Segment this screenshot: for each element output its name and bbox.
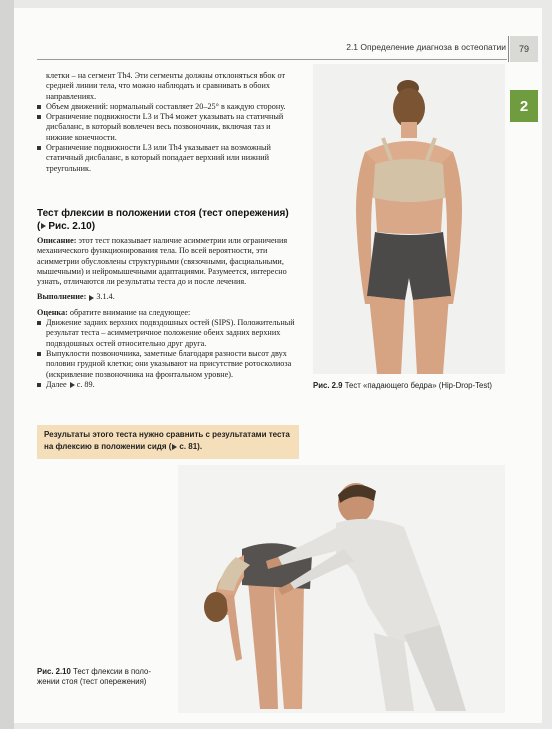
chapter-tab: 2 — [510, 90, 538, 122]
note-box: Результаты этого теста нужно сравнить с результатами теста на флексию в положении сидя ( с. 81). — [37, 425, 299, 459]
list-item: Движение задних верхних подвздошных остей (SIPS). Положительный результат теста – асимметричное положение обеих задних верхних подвздошных остей относительно друг друга. — [37, 318, 299, 349]
assessment-paragraph: Оценка: обратите внимание на следующее: — [37, 307, 191, 317]
list-item: Ограничение подвижности L3 или Th4 указывает на возможный статичный дисбаланс, в который попадает верхний или нижний треугольник. — [37, 143, 299, 174]
intro-continuation: клетки – на сегмент Th4. Эти сегменты должны отклоняться вбок от средней линии тела, что можно наблюдать и сравнивать в обоих направлениях. — [46, 71, 286, 101]
arrow-right-icon — [41, 223, 46, 229]
bullet-square-icon — [37, 105, 41, 109]
test-body — [37, 236, 299, 390]
list-item: Выпуклости позвоночника, заметные благодаря разности высот двух половин грудной клетки; они указывают на присутствие ротосколиоза (искривление позвоночника на фронтальном уровне). — [37, 349, 299, 380]
running-head: 2.1 Определение диагноза в остеопатии — [346, 42, 506, 52]
assessment-bullets — [37, 318, 299, 390]
arrow-right-icon — [89, 295, 94, 301]
bullet-square-icon — [37, 115, 41, 119]
intro-bullets — [37, 102, 299, 174]
figure-2-9-caption: Рис. 2.9 Тест «падающего бедра» (Hip-Drop-Test) — [313, 381, 493, 390]
header-rule — [37, 59, 507, 60]
page-number-divider — [508, 36, 509, 62]
description-paragraph: Описание: этот тест показывает наличие асимметрии или ограничения механического функционирования тела. По всей вероятности, эти асимметрии обусловлены структурными (связочными, фасциальными, мышечными) и нейромышечными адаптациями. Разумеется, интересно узнать, отличаются ли результаты теста до и после лечения. — [37, 236, 288, 287]
figure-2-10-photo — [178, 465, 505, 713]
list-item: Далее с. 89. — [37, 380, 299, 390]
page-number: 79 — [510, 36, 538, 62]
figure-2-9-photo — [313, 64, 505, 374]
flexion-test-illustration — [178, 465, 505, 713]
bullet-square-icon — [37, 321, 41, 325]
bullet-square-icon — [37, 352, 41, 356]
execution-paragraph: Выполнение: 3.1.4. — [37, 292, 115, 302]
section-heading: Тест флексии в положении стоя (тест опережения) ( Рис. 2.10) — [37, 208, 289, 232]
arrow-right-icon — [172, 444, 177, 450]
page-gutter — [0, 0, 14, 729]
bullet-square-icon — [37, 383, 41, 387]
list-item: Объем движений: нормальный составляет 20–25° в каждую сторону. — [37, 102, 299, 112]
list-item: Ограничение подвижности L3 и Th4 может указывать на статичный дисбаланс, в который вовлечен весь позвоночник, включая таз и нижние конечности. — [37, 112, 299, 143]
arrow-right-icon — [70, 382, 75, 388]
figure-2-10-caption: Рис. 2.10 Тест флексии в поло- жении стоя (тест опережения) — [37, 667, 151, 686]
intro-block — [37, 71, 299, 174]
woman-back-illustration — [313, 64, 505, 374]
bullet-square-icon — [37, 146, 41, 150]
